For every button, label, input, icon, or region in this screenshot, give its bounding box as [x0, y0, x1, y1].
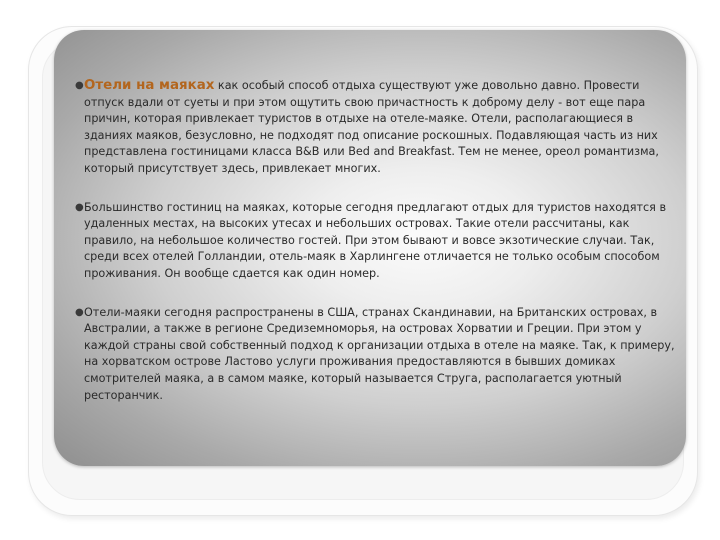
paragraph-1: [76, 78, 676, 178]
bullet-dot-icon: ●: [75, 306, 84, 318]
paragraph-text: Большинство гостиниц на маяках, которые сегодня предлагают отдых для туристов находятся в удаленных местах, на высоких утесах и небольших островах. Такие отели рассчитаны, как правило, на небольшое количество гостей. При этом бывают и вовсе экзотические случаи. Так, среди всех отелей Голландии, отель-маяк в Харлингене отличается не только особым способом проживания. Он вообще сдается как один номер.: [84, 200, 667, 280]
bullet-dot-icon: ●: [75, 80, 84, 91]
slide-content: [76, 78, 676, 426]
paragraph-text: как особый способ отдыха существуют уже довольно давно. Провести отпуск вдали от суеты и при этом ощутить свою причастность к доброму делу - вот еще пара причин, которая привлекает туристов в отдыхе на отеле-маяке. Отели, располагающиеся в зданиях маяков, безусловно, не подходят под описание роскошных. Подавляющая часть из них представлена гостиницами класса B&B или Bed and Breakfast. Тем не менее, ореол романтизма, который присутствует здесь, привлекает многих.: [84, 79, 659, 175]
paragraph-3: [76, 305, 676, 405]
paragraph-2: [76, 200, 676, 283]
bullet-dot-icon: ●: [75, 201, 84, 213]
paragraph-text: Отели-маяки сегодня распространены в США, странах Скандинавии, на Британских островах, в Австралии, а также в регионе Средиземноморья, на островах Хорватии и Греции. При этом у каждой страны свой собственный подход к организации отдыха в отеле на маяке. Так, к примеру, на хорватском острове Ластово услуги проживания предоставляются в бывших домиках смотрителей маяка, а в самом маяке, который называется Струга, располагается уютный ресторанчик.: [84, 305, 675, 402]
paragraph-lead: Отели на маяках: [84, 78, 215, 93]
